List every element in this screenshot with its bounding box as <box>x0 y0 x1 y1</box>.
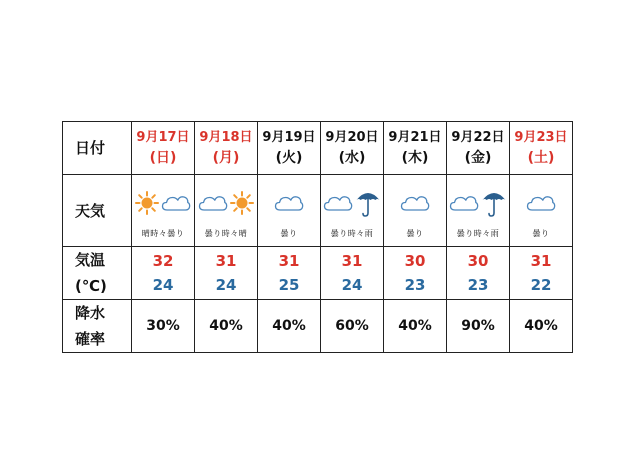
weather-icons <box>384 183 446 223</box>
rain-probability: 90% <box>461 318 495 334</box>
date-label: 9月20日 <box>325 130 379 145</box>
weather-header: 天気 <box>63 175 132 247</box>
temperature-cell <box>195 247 258 300</box>
temperature-cell <box>321 247 384 300</box>
weather-icons <box>321 183 383 223</box>
weather-label: 曇り時々晴 <box>204 228 248 238</box>
weather-label: 晴時々曇り <box>141 228 185 238</box>
weather-icons <box>447 183 509 223</box>
date-label: 9月23日 <box>514 130 568 145</box>
rain-probability: 40% <box>272 318 306 334</box>
temperature-header-line1: 気温 <box>75 251 106 269</box>
cloud-icon <box>449 193 479 213</box>
temperature-row <box>63 247 573 300</box>
weather-label: 曇り時々雨 <box>456 228 500 238</box>
date-cell <box>510 122 573 175</box>
rain-probability: 40% <box>209 318 243 334</box>
weather-label: 曇り時々雨 <box>330 228 374 238</box>
high-temperature: 32 <box>152 252 174 270</box>
date-header: 日付 <box>63 122 132 175</box>
day-of-week-label: (土) <box>527 150 555 166</box>
weather-cell <box>384 175 447 247</box>
weather-forecast-table <box>62 121 573 353</box>
umbrella-icon <box>355 188 381 218</box>
high-temperature: 31 <box>530 252 552 270</box>
date-label: 9月22日 <box>451 130 505 145</box>
rain-probability-header <box>63 300 132 353</box>
temperature-cell <box>510 247 573 300</box>
weather-cell <box>447 175 510 247</box>
temperature-cell <box>384 247 447 300</box>
rain-probability: 30% <box>146 318 180 334</box>
date-cell <box>258 122 321 175</box>
rain-probability: 40% <box>524 318 558 334</box>
date-cell <box>447 122 510 175</box>
day-of-week-label: (火) <box>275 150 303 166</box>
weather-icons <box>132 183 194 223</box>
cloud-icon <box>274 193 304 213</box>
date-row <box>63 122 573 175</box>
cloud-icon <box>161 193 191 213</box>
rain-probability: 60% <box>335 318 369 334</box>
high-temperature: 30 <box>467 252 489 270</box>
rain-header-line2: 確率 <box>75 330 106 348</box>
day-of-week-label: (月) <box>212 150 240 166</box>
high-temperature: 31 <box>215 252 237 270</box>
rain-probability-cell <box>258 300 321 353</box>
low-temperature: 24 <box>215 276 237 294</box>
cloud-icon <box>526 193 556 213</box>
rain-probability-cell <box>384 300 447 353</box>
rain-probability-cell <box>447 300 510 353</box>
weather-icons <box>510 183 572 223</box>
sun-icon <box>135 191 159 215</box>
low-temperature: 23 <box>467 276 489 294</box>
weather-cell <box>510 175 573 247</box>
sun-icon <box>230 191 254 215</box>
cloud-icon <box>323 193 353 213</box>
date-label: 9月21日 <box>388 130 442 145</box>
temperature-header-line2: (℃) <box>75 277 107 295</box>
cloud-icon <box>198 193 228 213</box>
weather-label: 曇り <box>406 228 424 238</box>
cloud-icon <box>400 193 430 213</box>
low-temperature: 22 <box>530 276 552 294</box>
umbrella-icon <box>481 188 507 218</box>
weather-icons <box>258 183 320 223</box>
rain-probability-cell <box>132 300 195 353</box>
rain-header-line1: 降水 <box>75 304 106 322</box>
weather-row <box>63 175 573 247</box>
date-cell <box>132 122 195 175</box>
temperature-header <box>63 247 132 300</box>
temperature-cell <box>132 247 195 300</box>
date-cell <box>384 122 447 175</box>
date-label: 9月17日 <box>136 130 190 145</box>
weather-label: 曇り <box>532 228 550 238</box>
date-cell <box>321 122 384 175</box>
low-temperature: 23 <box>404 276 426 294</box>
high-temperature: 30 <box>404 252 426 270</box>
high-temperature: 31 <box>278 252 300 270</box>
temperature-cell <box>447 247 510 300</box>
weather-label: 曇り <box>280 228 298 238</box>
high-temperature: 31 <box>341 252 363 270</box>
low-temperature: 24 <box>152 276 174 294</box>
weather-cell <box>132 175 195 247</box>
low-temperature: 24 <box>341 276 363 294</box>
date-label: 9月19日 <box>262 130 316 145</box>
rain-probability-cell <box>195 300 258 353</box>
day-of-week-label: (日) <box>149 150 177 166</box>
day-of-week-label: (木) <box>401 150 429 166</box>
weather-cell <box>321 175 384 247</box>
temperature-cell <box>258 247 321 300</box>
weather-cell <box>195 175 258 247</box>
low-temperature: 25 <box>278 276 300 294</box>
rain-probability-cell <box>321 300 384 353</box>
rain-probability-row <box>63 300 573 353</box>
date-label: 9月18日 <box>199 130 253 145</box>
weather-icons <box>195 183 257 223</box>
rain-probability-cell <box>510 300 573 353</box>
date-cell <box>195 122 258 175</box>
weather-cell <box>258 175 321 247</box>
day-of-week-label: (金) <box>464 150 492 166</box>
day-of-week-label: (水) <box>338 150 366 166</box>
rain-probability: 40% <box>398 318 432 334</box>
